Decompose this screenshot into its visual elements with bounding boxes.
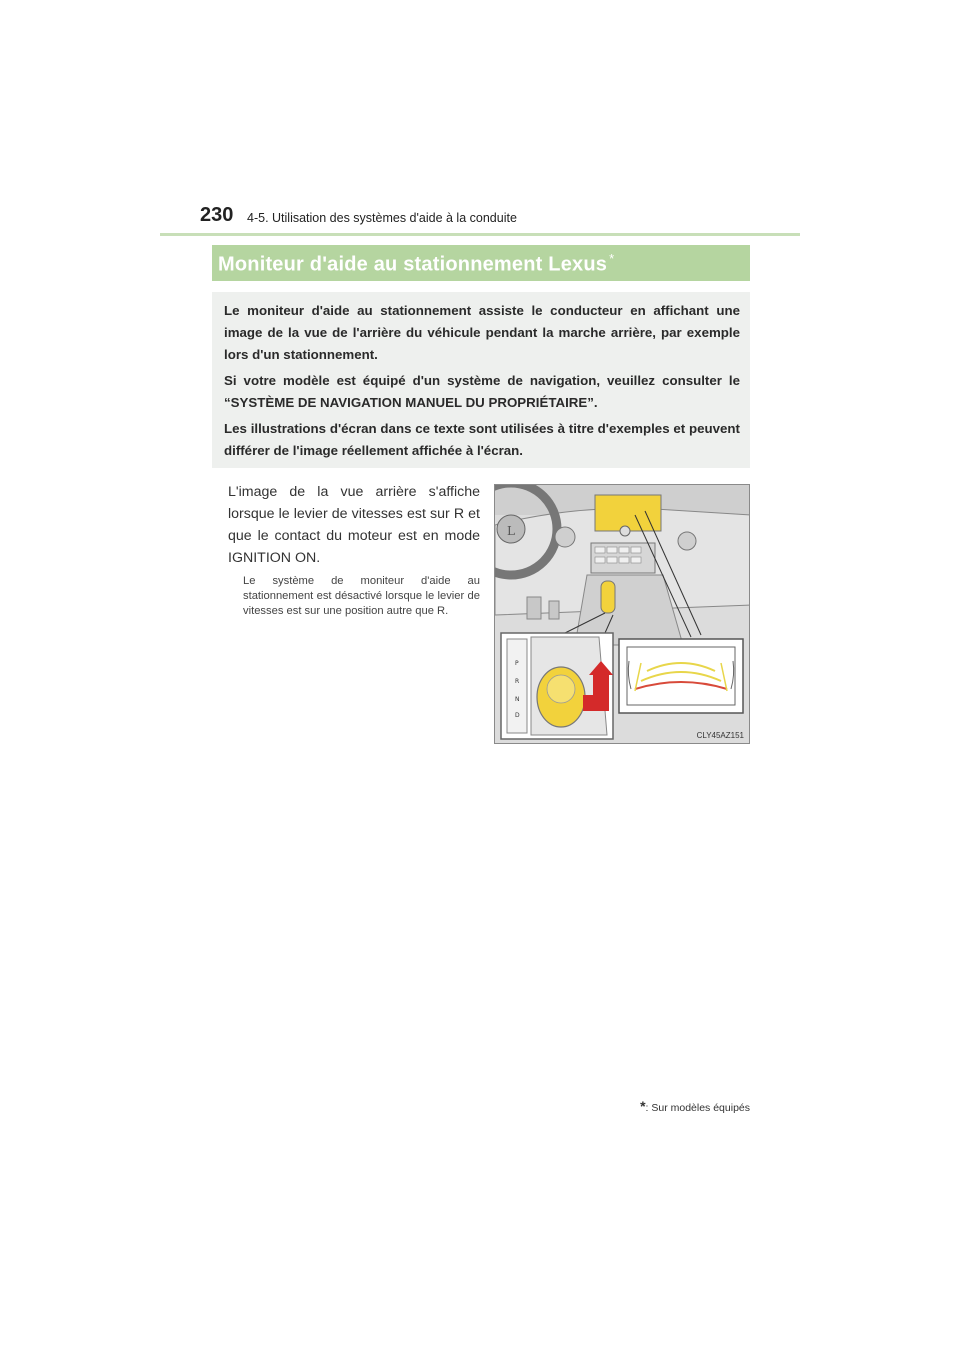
body-note: Le système de moniteur d'aide au stationnement est désactivé lorsque le levier de vitesses est sur une position autre que R. <box>243 575 480 617</box>
dashboard-drawing <box>495 485 750 744</box>
intro-paragraph-3: Les illustrations d'écran dans ce texte sont utilisées à titre d'exemples et peuvent différer de l'image réellement affichée à l'écran. <box>224 421 740 458</box>
intro-paragraph-2: Si votre modèle est équipé d'un système de navigation, veuillez consulter le “SYSTÈME DE NAVIGATION MANUEL DU PROPRIÉTAIRE”. <box>224 373 740 410</box>
footnote-marker: * <box>640 1098 646 1114</box>
body-paragraph: L'image de la vue arrière s'affiche lorsque le levier de vitesses est sur R et que le contact du moteur est en mode IGNITION ON. <box>228 484 480 566</box>
intro-box <box>212 292 750 468</box>
page-header <box>160 204 800 234</box>
header-rule <box>160 233 800 236</box>
gear-label-p: P <box>515 660 519 667</box>
gear-label-d: D <box>515 712 520 719</box>
chapter-title: 4-5. Utilisation des systèmes d'aide à la conduite <box>247 211 517 225</box>
section-title-text: Moniteur d'aide au stationnement Lexus <box>218 253 608 276</box>
dashboard-illustration <box>494 484 750 744</box>
gear-label-r: R <box>515 678 520 685</box>
intro-paragraph-1: Le moniteur d'aide au stationnement assiste le conducteur en affichant une image de la vue de l'arrière du véhicule pendant la marche arrière, par exemple lors d'un stationnement. <box>224 303 740 362</box>
section-title-bar <box>212 245 750 281</box>
footnote-text: : Sur modèles équipés <box>645 1102 750 1114</box>
svg-text:L: L <box>507 524 515 538</box>
gear-label-n: N <box>515 696 520 703</box>
figure-code: CLY45AZ151 <box>696 731 744 740</box>
footnote <box>640 1098 750 1114</box>
title-footnote-marker: * <box>609 251 615 266</box>
section-title <box>218 251 614 277</box>
page-number: 230 <box>200 204 234 226</box>
